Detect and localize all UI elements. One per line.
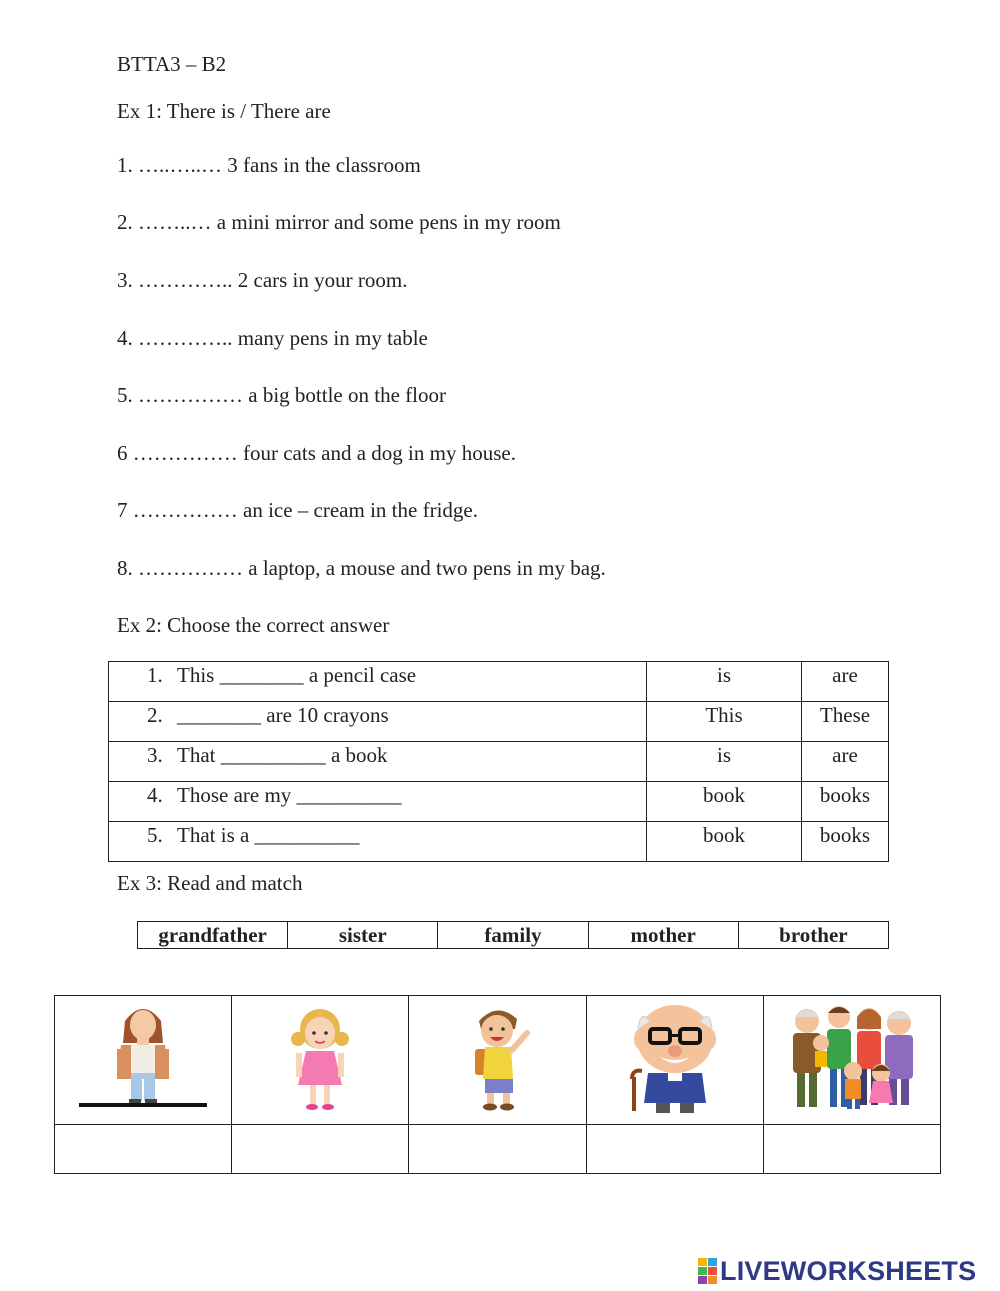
ex1-item-1: 1. …..…..… 3 fans in the classroom <box>117 153 421 177</box>
ex1-item-4: 4. ………….. many pens in my table <box>117 326 428 350</box>
question-number: 1. <box>147 663 163 687</box>
sister-illustration <box>270 999 370 1117</box>
picture-table <box>54 995 941 1174</box>
answer-cell[interactable] <box>232 1125 409 1174</box>
word-bank <box>137 921 889 949</box>
logo-block <box>698 1276 707 1284</box>
ex2-table <box>108 661 889 862</box>
logo-block <box>708 1267 717 1275</box>
ex1-heading: Ex 1: There is / There are <box>117 99 331 123</box>
logo-block <box>698 1267 707 1275</box>
picture-row <box>55 996 941 1125</box>
word-mother[interactable]: mother <box>588 922 738 949</box>
ex2-heading: Ex 2: Choose the correct answer <box>117 613 390 637</box>
table-row <box>109 662 889 702</box>
option-a[interactable]: is <box>647 662 802 702</box>
picture-cell-sister <box>232 996 409 1125</box>
grandfather-illustration <box>610 999 740 1117</box>
question-text: Those are my __________ <box>177 783 402 807</box>
ex1-item-6: 6 …………… four cats and a dog in my house. <box>117 441 516 465</box>
question-text: This ________ a pencil case <box>177 663 417 687</box>
answer-cell[interactable] <box>55 1125 232 1174</box>
answer-cell[interactable] <box>763 1125 940 1174</box>
brother-illustration <box>447 999 547 1117</box>
ex1-item-3: 3. ………….. 2 cars in your room. <box>117 268 408 292</box>
option-a[interactable]: This <box>647 702 802 742</box>
question-number: 4. <box>147 783 163 807</box>
picture-cell-family <box>763 996 940 1125</box>
option-b[interactable]: books <box>802 782 889 822</box>
answer-cell[interactable] <box>409 1125 586 1174</box>
ex3-heading: Ex 3: Read and match <box>117 871 303 895</box>
word-sister[interactable]: sister <box>288 922 438 949</box>
ex1-item-5: 5. …………… a big bottle on the floor <box>117 383 446 407</box>
option-b[interactable]: books <box>802 822 889 862</box>
question-text: ________ are 10 crayons <box>177 703 389 727</box>
option-a[interactable]: book <box>647 822 802 862</box>
logo-icon <box>698 1258 717 1284</box>
question-text: That is a __________ <box>177 823 360 847</box>
mother-illustration <box>73 999 213 1117</box>
word-family[interactable]: family <box>438 922 588 949</box>
question-number: 2. <box>147 703 163 727</box>
option-a[interactable]: is <box>647 742 802 782</box>
logo-block <box>698 1258 707 1266</box>
picture-cell-brother <box>409 996 586 1125</box>
word-brother[interactable]: brother <box>738 922 888 949</box>
liveworksheets-logo <box>698 1254 976 1288</box>
logo-text: LIVEWORKSHEETS <box>720 1255 977 1286</box>
option-b[interactable]: are <box>802 742 889 782</box>
word-bank-row <box>138 922 889 949</box>
family-illustration <box>777 999 927 1117</box>
option-a[interactable]: book <box>647 782 802 822</box>
word-grandfather[interactable]: grandfather <box>138 922 288 949</box>
picture-cell-grandfather <box>586 996 763 1125</box>
ex1-item-8: 8. …………… a laptop, a mouse and two pens in my bag. <box>117 556 606 580</box>
answer-row <box>55 1125 941 1174</box>
option-b[interactable]: These <box>802 702 889 742</box>
table-row <box>109 822 889 862</box>
logo-block <box>708 1276 717 1284</box>
table-row <box>109 702 889 742</box>
ex1-item-2: 2. ……..… a mini mirror and some pens in my room <box>117 210 561 234</box>
logo-block <box>708 1258 717 1266</box>
question-number: 3. <box>147 743 163 767</box>
picture-cell-mother <box>55 996 232 1125</box>
answer-cell[interactable] <box>586 1125 763 1174</box>
question-text: That __________ a book <box>177 743 388 767</box>
ex1-item-7: 7 …………… an ice – cream in the fridge. <box>117 498 478 522</box>
option-b[interactable]: are <box>802 662 889 702</box>
table-row <box>109 742 889 782</box>
worksheet-title: BTTA3 – B2 <box>117 52 227 76</box>
question-number: 5. <box>147 823 163 847</box>
table-row <box>109 782 889 822</box>
